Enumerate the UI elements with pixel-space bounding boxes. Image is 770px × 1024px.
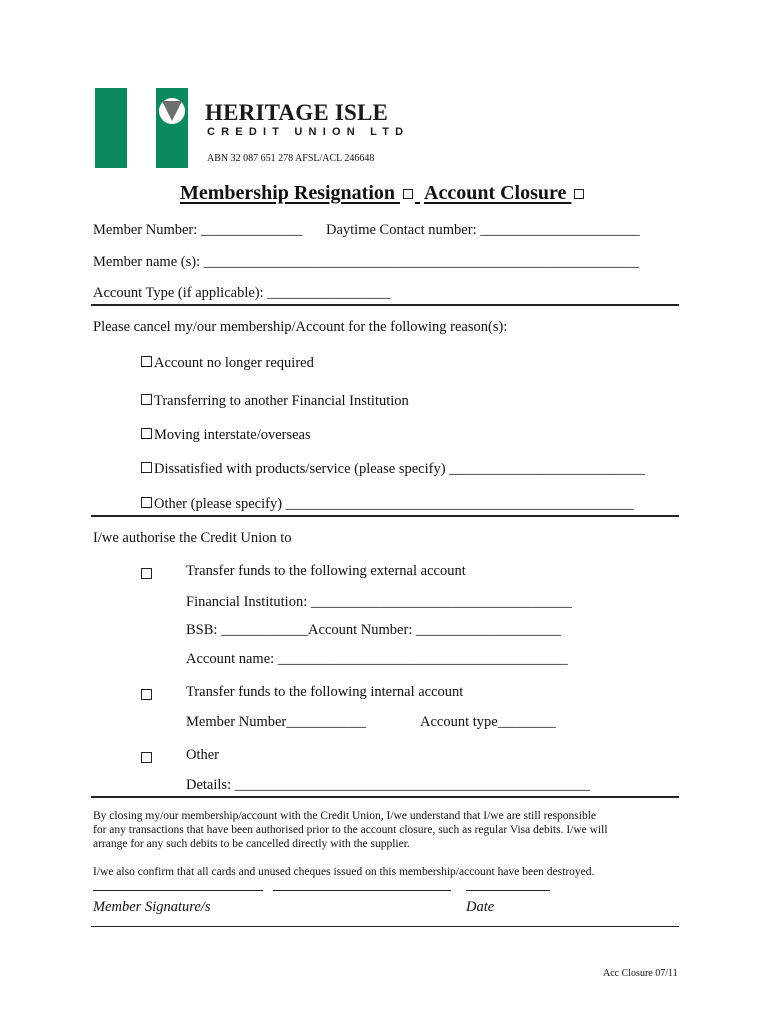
external-transfer-label: Transfer funds to the following external account <box>186 563 466 579</box>
date-line[interactable] <box>466 890 550 891</box>
internal-transfer-checkbox[interactable] <box>141 689 152 700</box>
closure-checkbox[interactable] <box>574 189 584 199</box>
reason-label: Transferring to another Financial Institution <box>154 393 409 409</box>
reason-option-2[interactable] <box>141 393 409 410</box>
reason-label: Dissatisfied with products/service (please specify) ___________________________ <box>154 461 645 477</box>
title-closure: Account Closure <box>424 182 567 204</box>
disclaimer-line-2: for any transactions that have been authorised prior to the account closure, such as regular Visa debits. I/we will <box>93 824 608 836</box>
member-number-field[interactable]: Member Number: ______________ <box>93 222 303 238</box>
reason-option-1[interactable] <box>141 355 314 372</box>
reason-option-5[interactable] <box>141 496 634 513</box>
checkbox[interactable] <box>141 462 152 473</box>
bsb-account-number-field[interactable]: BSB: ____________Account Number: ____________________ <box>186 622 561 638</box>
page-title <box>180 182 586 205</box>
date-label: Date <box>466 899 495 915</box>
member-name-field[interactable]: Member name (s): ____________________________________________________________ <box>93 254 639 270</box>
brand-subtitle: CREDIT UNION LTD <box>207 126 410 138</box>
reasons-intro: Please cancel my/our membership/Account for the following reason(s): <box>93 319 508 335</box>
title-resignation: Membership Resignation <box>180 182 395 204</box>
divider-2 <box>91 515 679 517</box>
signature-line-1[interactable] <box>93 890 263 891</box>
brand-name: HERITAGE ISLE <box>205 100 389 125</box>
checkbox[interactable] <box>141 428 152 439</box>
external-transfer-checkbox[interactable] <box>141 568 152 579</box>
financial-institution-field[interactable]: Financial Institution: ____________________________________ <box>186 594 572 610</box>
reason-label: Moving interstate/overseas <box>154 427 311 443</box>
disclaimer-cards: I/we also confirm that all cards and unused cheques issued on this membership/account have been destroyed. <box>93 866 595 878</box>
abn-text: ABN 32 087 651 278 AFSL/ACL 246648 <box>207 153 375 164</box>
resignation-checkbox[interactable] <box>403 189 413 199</box>
checkbox[interactable] <box>141 356 152 367</box>
internal-transfer-label: Transfer funds to the following internal account <box>186 684 464 700</box>
other-checkbox[interactable] <box>141 752 152 763</box>
divider-3 <box>91 796 679 798</box>
reason-option-3[interactable] <box>141 427 311 444</box>
reason-option-4[interactable] <box>141 461 645 478</box>
internal-account-type-field[interactable]: Account type________ <box>420 714 556 730</box>
reason-label: Other (please specify) ________________________________________________ <box>154 496 634 512</box>
checkbox[interactable] <box>141 497 152 508</box>
other-details-field[interactable]: Details: _________________________________________________ <box>186 777 590 793</box>
daytime-contact-field[interactable]: Daytime Contact number: ______________________ <box>326 222 640 238</box>
form-code: Acc Closure 07/11 <box>603 968 678 979</box>
authorise-intro: I/we authorise the Credit Union to <box>93 530 292 546</box>
logo-bar-left <box>95 88 127 168</box>
disclaimer-line-1: By closing my/our membership/account with the Credit Union, I/we understand that I/we are still responsible <box>93 810 597 822</box>
divider-4 <box>91 926 679 927</box>
member-signature-label: Member Signature/s <box>93 899 211 915</box>
account-type-field[interactable]: Account Type (if applicable): _________________ <box>93 285 391 301</box>
divider-1 <box>91 304 679 306</box>
disclaimer-line-3: arrange for any such debits to be cancelled directly with the supplier. <box>93 838 410 850</box>
reason-label: Account no longer required <box>154 355 314 371</box>
logo-triangle-icon <box>156 88 188 168</box>
internal-member-number-field[interactable]: Member Number___________ <box>186 714 367 730</box>
account-name-field[interactable]: Account name: ________________________________________ <box>186 651 568 667</box>
other-label: Other <box>186 747 220 763</box>
checkbox[interactable] <box>141 394 152 405</box>
signature-line-2[interactable] <box>273 890 451 891</box>
